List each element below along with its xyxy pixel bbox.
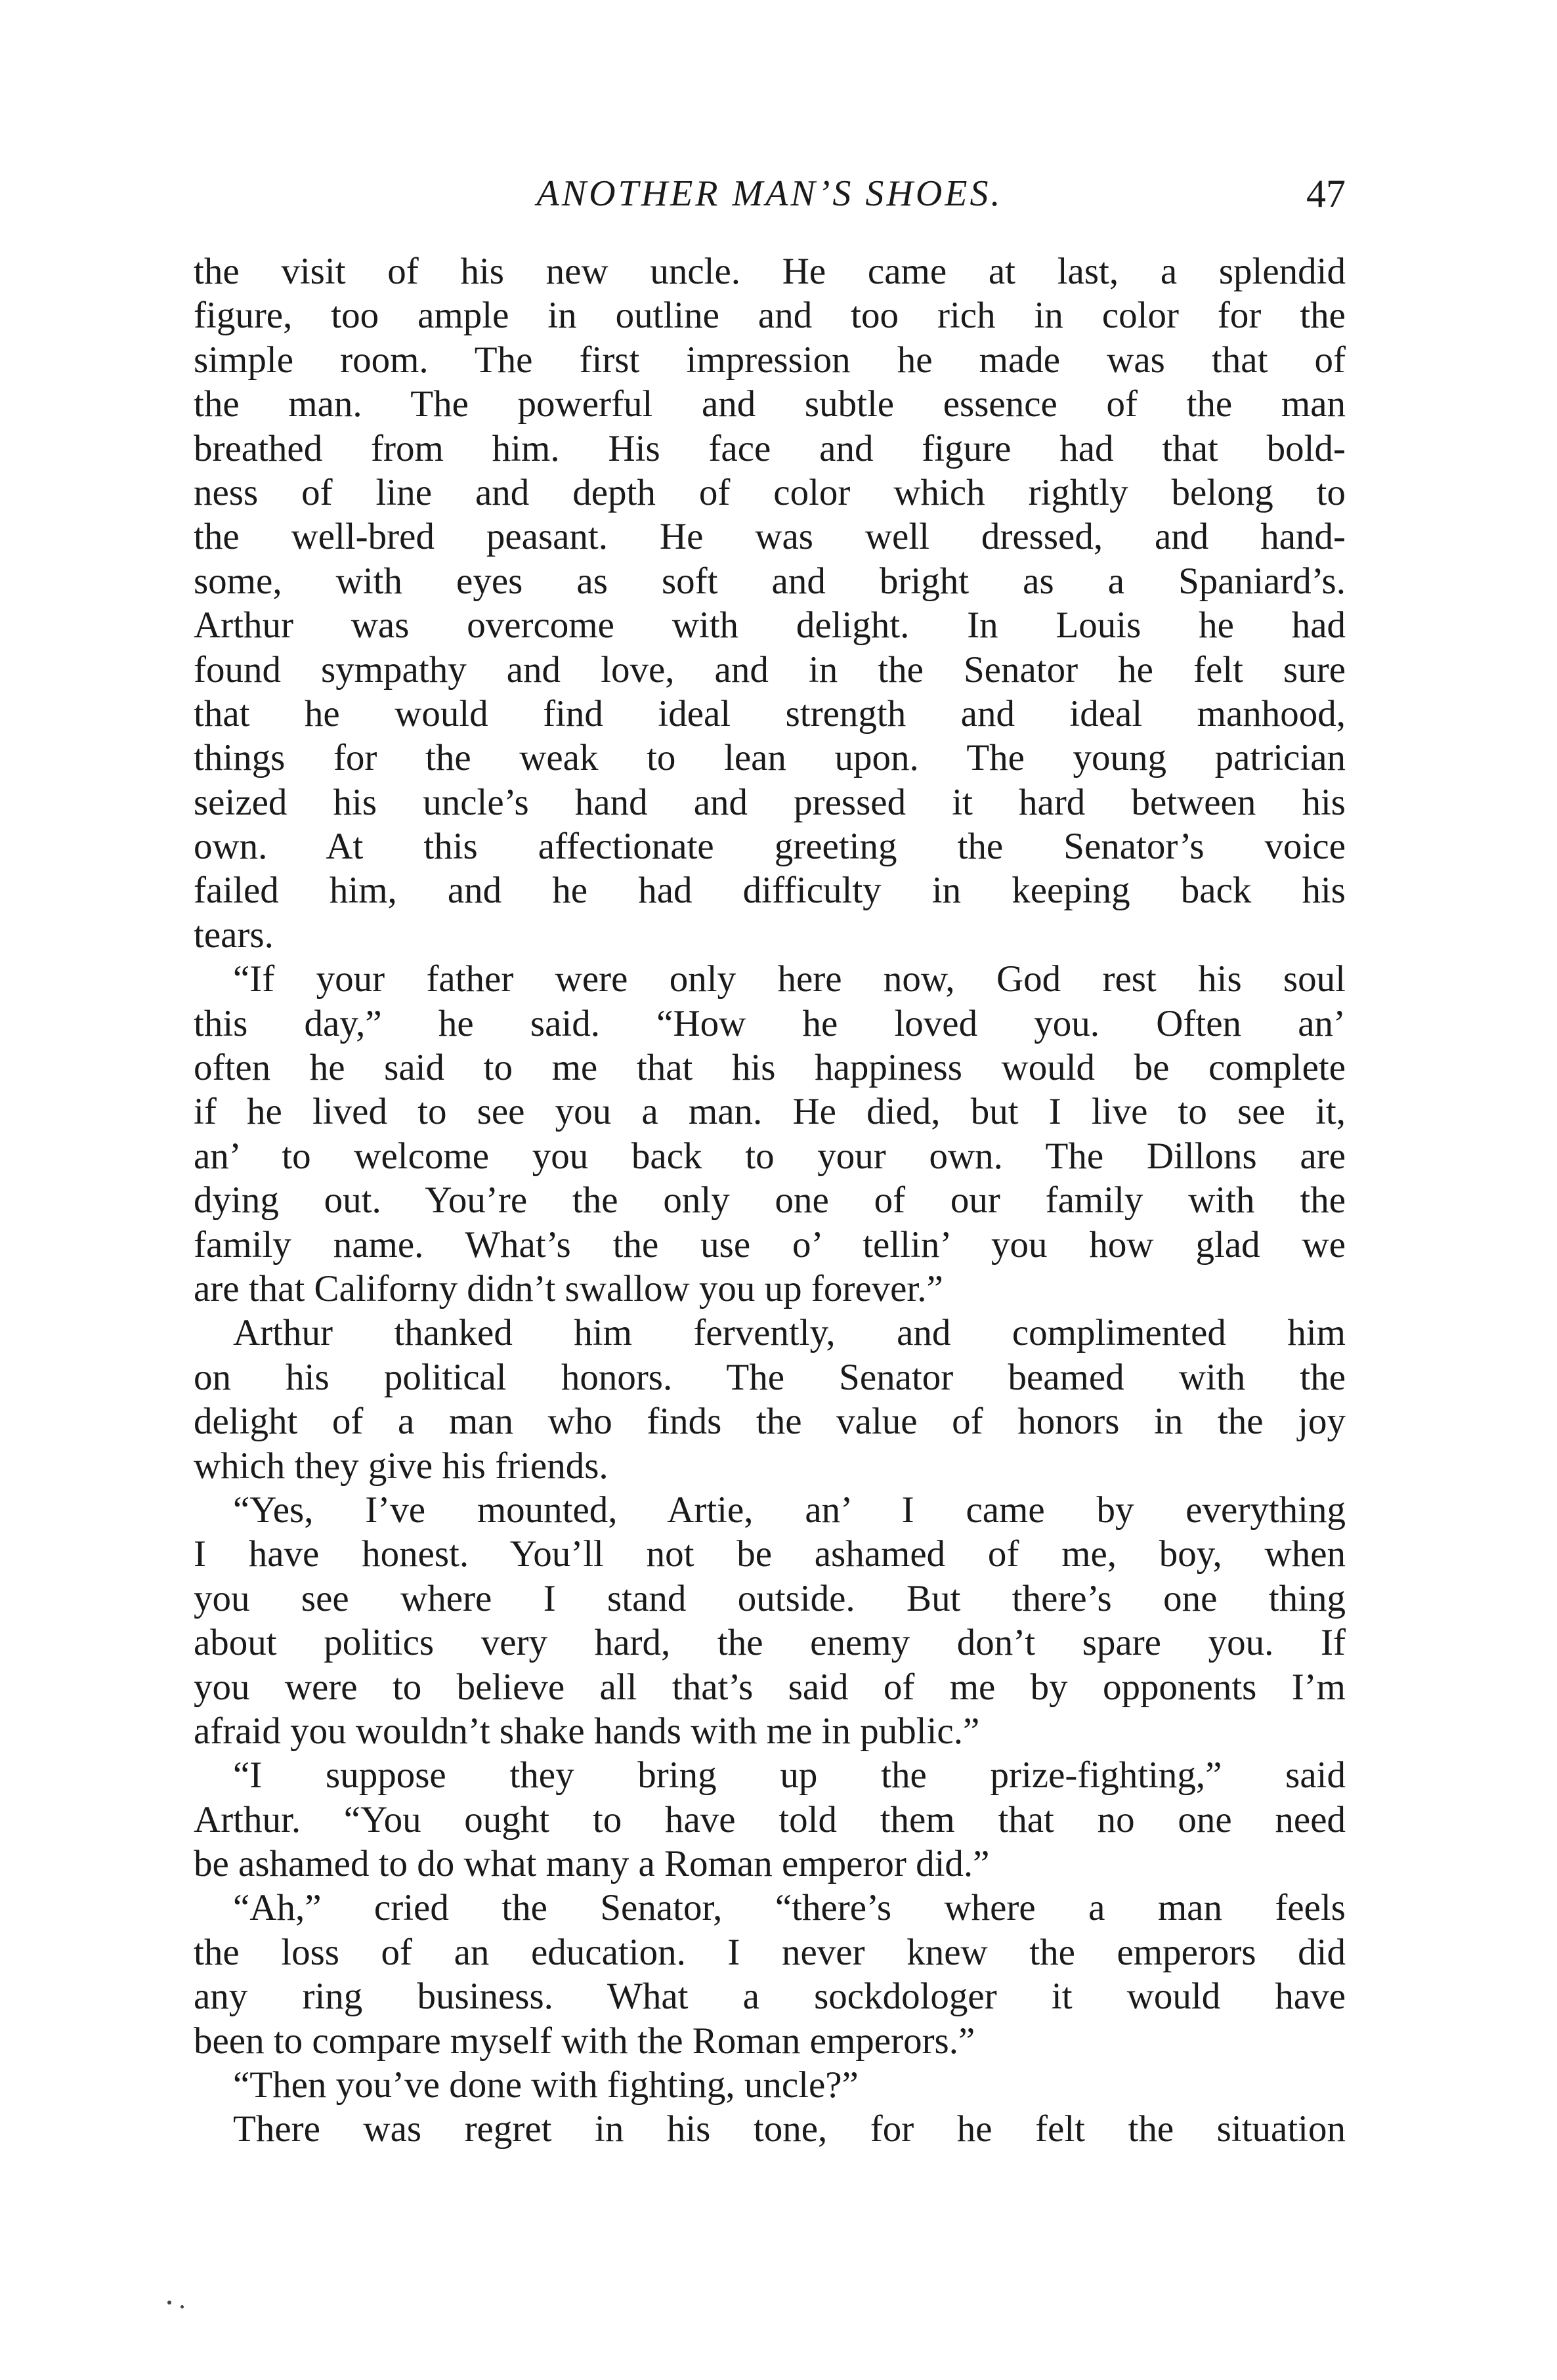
text-line: “Ah,” cried the Senator, “there’s where a man feels: [233, 1887, 1346, 1929]
text-line: the man. The powerful and subtle essence of the man: [194, 383, 1346, 425]
text-line: any ring business. What a sockdologer it would have: [194, 1976, 1346, 2018]
running-title: ANOTHER MAN’S SHOES.: [536, 173, 1003, 214]
text-line: tears.: [194, 914, 274, 956]
text-line: breathed from him. His face and figure had that bold-: [194, 427, 1346, 469]
text-line: Arthur thanked him fervently, and complimented him: [233, 1312, 1346, 1354]
text-line: if he lived to see you a man. He died, but I live to see it,: [194, 1091, 1346, 1133]
text-line: be ashamed to do what many a Roman emperor did.”: [194, 1843, 990, 1885]
text-line: “Yes, I’ve mounted, Artie, an’ I came by everything: [233, 1489, 1346, 1531]
text-line: which they give his friends.: [194, 1445, 608, 1487]
text-line: the loss of an education. I never knew the emperors did: [194, 1931, 1346, 1973]
text-line: ness of line and depth of color which rightly belong to: [194, 471, 1346, 513]
text-line: you see where I stand outside. But there’s one thing: [194, 1577, 1346, 1619]
text-line: on his political honors. The Senator beamed with the: [194, 1356, 1346, 1398]
text-line: failed him, and he had difficulty in keeping back his: [194, 870, 1346, 912]
text-line: delight of a man who finds the value of honors in the joy: [194, 1401, 1346, 1443]
text-line: “If your father were only here now, God rest his soul: [233, 958, 1346, 1000]
text-line: own. At this affectionate greeting the Senator’s voice: [194, 826, 1346, 868]
text-line: the visit of his new uncle. He came at last, a splendid: [194, 251, 1346, 292]
text-line: that he would find ideal strength and ideal manhood,: [194, 692, 1346, 734]
running-head: [194, 167, 1346, 220]
text-line: things for the weak to lean upon. The young patrician: [194, 737, 1346, 779]
text-line: There was regret in his tone, for he felt the situation: [233, 2108, 1346, 2150]
text-line: I have honest. You’ll not be ashamed of me, boy, when: [194, 1533, 1346, 1575]
text-line: often he said to me that his happiness would be complete: [194, 1047, 1346, 1089]
text-line: some, with eyes as soft and bright as a Spaniard’s.: [194, 560, 1346, 602]
text-line: you were to believe all that’s said of me by opponents I’m: [194, 1666, 1346, 1708]
text-line: this day,” he said. “How he loved you. Often an’: [194, 1002, 1346, 1044]
page-number: 47: [1306, 172, 1346, 215]
text-line: figure, too ample in outline and too rich in color for the: [194, 295, 1346, 337]
text-line: the well-bred peasant. He was well dressed, and hand-: [194, 516, 1346, 558]
print-speck: [167, 2301, 171, 2305]
text-line: Arthur was overcome with delight. In Louis he had: [194, 605, 1346, 647]
body-text: [194, 249, 1346, 2152]
text-line: been to compare myself with the Roman emperors.”: [194, 2020, 975, 2062]
text-line: “I suppose they bring up the prize-fighting,” said: [233, 1754, 1346, 1796]
print-speck: [181, 2305, 184, 2308]
text-line: dying out. You’re the only one of our family with the: [194, 1179, 1346, 1222]
text-line: about politics very hard, the enemy don’t spare you. If: [194, 1622, 1346, 1664]
text-line: family name. What’s the use o’ tellin’ you how glad we: [194, 1223, 1346, 1265]
text-line: an’ to welcome you back to your own. The Dillons are: [194, 1135, 1346, 1177]
text-line: are that Californy didn’t swallow you up forever.”: [194, 1267, 943, 1309]
text-line: seized his uncle’s hand and pressed it hard between his: [194, 781, 1346, 823]
text-line: afraid you wouldn’t shake hands with me in public.”: [194, 1710, 980, 1752]
text-line: Arthur. “You ought to have told them that no one need: [194, 1798, 1346, 1840]
text-line: simple room. The first impression he made was that of: [194, 339, 1346, 381]
text-line: found sympathy and love, and in the Senator he felt sure: [194, 648, 1346, 691]
text-line: “Then you’ve done with fighting, uncle?”: [233, 2064, 859, 2106]
